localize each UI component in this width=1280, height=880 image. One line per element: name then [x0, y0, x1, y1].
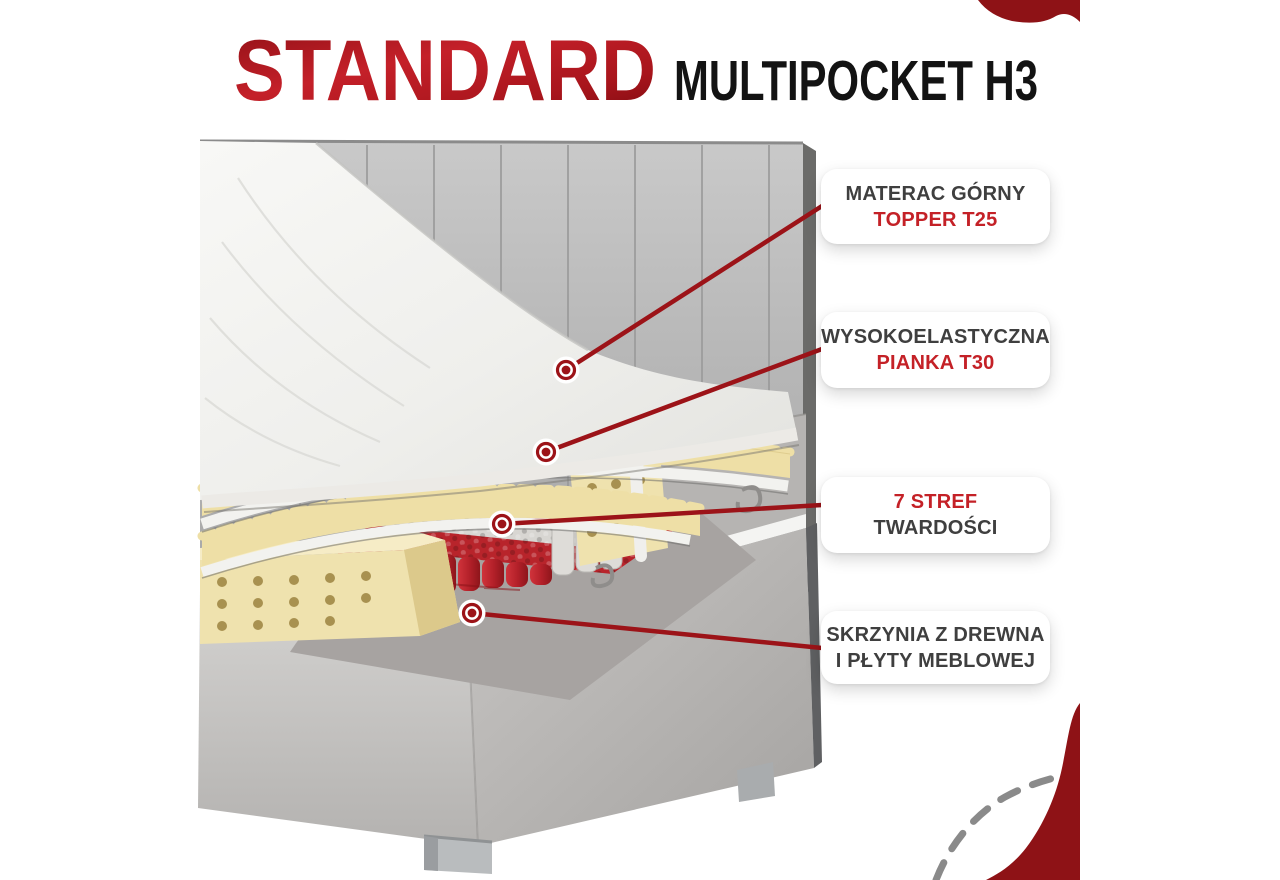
callout-label-line-accent: TOPPER T25 — [873, 208, 998, 231]
callout-marker-strefy — [489, 511, 516, 538]
page-title — [234, 23, 1038, 119]
callout-label-pianka — [821, 312, 1050, 388]
callout-label-line: TWARDOŚCI — [873, 517, 998, 539]
callout-label-line-accent: 7 STREF — [893, 491, 978, 513]
callout-marker-pianka — [533, 439, 560, 466]
callout-label-skrzynia — [821, 611, 1050, 684]
title-model: MULTIPOCKET H3 — [674, 49, 1038, 113]
callout-marker-topper — [553, 357, 580, 384]
callout-label-topper — [821, 169, 1050, 244]
bottom-right-blob — [986, 703, 1080, 880]
callout-label-strefy — [821, 477, 1050, 553]
callout-label-line: MATERAC GÓRNY — [845, 182, 1026, 205]
callout-marker-skrzynia — [459, 600, 486, 627]
top-right-blob — [978, 0, 1080, 23]
callout-label-line: I PŁYTY MEBLOWEJ — [835, 649, 1036, 672]
callout-label-line: SKRZYNIA Z DREWNA — [826, 623, 1045, 646]
callout-label-line-accent: PIANKA T30 — [876, 352, 995, 374]
title-brand: STANDARD — [234, 23, 656, 119]
callout-label-line: WYSOKOELASTYCZNA — [821, 326, 1050, 348]
bed-illustration — [198, 141, 822, 874]
